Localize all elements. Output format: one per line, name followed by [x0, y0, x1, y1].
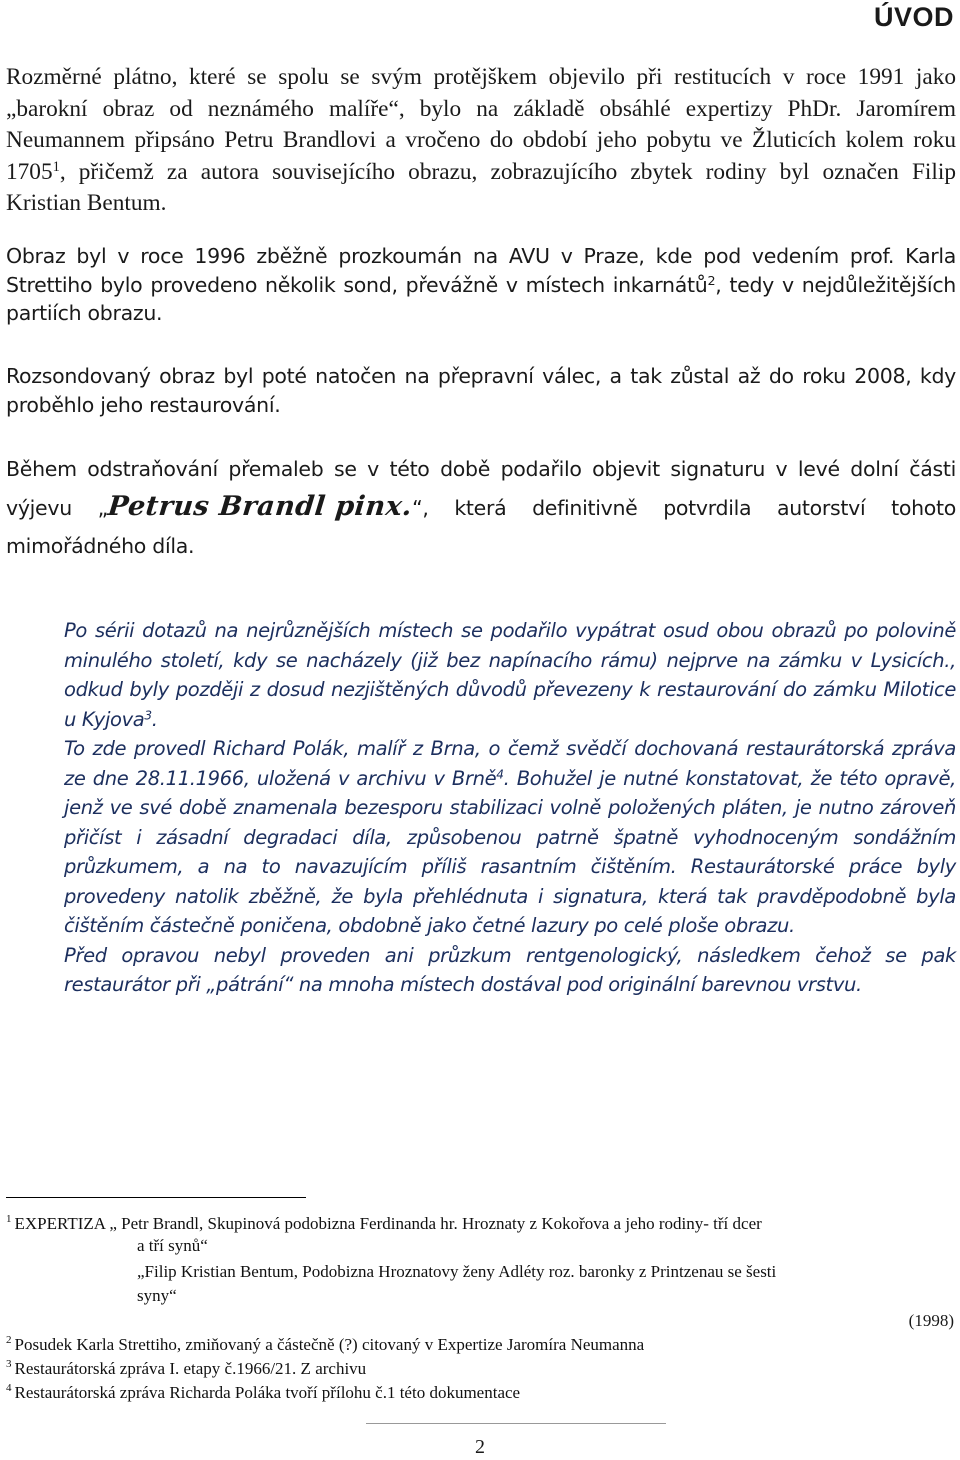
quote-text-1b: . [151, 707, 158, 731]
survey-text-a: Obraz byl v roce 1996 zběžně prozkoumán na AVU v Praze, kde pod vedením prof. Karla Strettiho bylo provedeno několik sond, převážně v místech inkarnátů [6, 244, 956, 297]
intro-paragraph [6, 62, 956, 220]
quote-text-2a: To zde provedl Richard Polák, malíř z Brna, o čemž svědčí dochovaná restaurátorská zpráva ze dne 28.11.1966, uložená v archivu v Brně [64, 737, 956, 790]
footnote-1 [6, 1213, 956, 1307]
footnote-1-line-4: syny“ [137, 1286, 177, 1305]
page-footer-rule [366, 1423, 666, 1424]
footnote-3-number: 3 [6, 1358, 12, 1370]
quote-paragraph-3: Před opravou nebyl proveden ani průzkum rentgenologický, následkem čehož se pak restaurátor při „pátrání“ na mnoha místech dostával pod originální barevnou vrstvu. [64, 943, 956, 996]
page-number: 2 [475, 1436, 485, 1458]
intro-text-a: Rozměrné plátno, které se spolu se svým protějškem objevilo při restitucích v roce 1991 jako „barokní obraz od neznámého malíře“, bylo na základě obsáhlé expertizy PhDr. Jaromírem Neumannem připsáno Petru Brandlovi a vročeno do období jeho pobytu ve Žluticích kolem roku 1705 [6, 64, 956, 185]
footnote-ref-2: 2 [707, 272, 716, 288]
footnote-1-number: 1 [6, 1213, 12, 1225]
quote-paragraph-1 [64, 616, 956, 734]
footnote-4-text: Restaurátorská zpráva Richarda Poláka tvoří přílohu č.1 této dokumentace [14, 1383, 521, 1402]
footnote-2-text: Posudek Karla Strettiho, zmiňovaný a částečně (?) citovaný v Expertize Jaromíra Neumanna [14, 1335, 645, 1354]
footnote-1-line-3: „Filip Kristian Bentum, Podobizna Hroznatovy ženy Adléty roz. baronky z Printzenau se šesti [137, 1262, 777, 1281]
intro-text-b: , přičemž za autora souvisejícího obrazu, zobrazujícího zbytek rodiny byl označen Filip Kristian Bentum. [6, 158, 956, 216]
footnote-4 [6, 1382, 956, 1404]
survey-text-b: , tedy v nejdůležitějších partiích obrazu. [6, 272, 956, 325]
section-heading: ÚVOD [873, 2, 954, 32]
footnote-1-line-1: EXPERTIZA „ Petr Brandl, Skupinová podobizna Ferdinanda hr. Hroznaty z Kokořova a jeho rodiny- tří dcer [14, 1214, 762, 1233]
footnote-2-number: 2 [6, 1334, 12, 1346]
footnote-separator [6, 1197, 306, 1198]
footnote-1-year: (1998) [908, 1311, 954, 1330]
footnote-ref-1: 1 [52, 158, 60, 175]
survey-paragraph [6, 242, 956, 328]
signature-paragraph [6, 450, 956, 565]
footnote-4-number: 4 [6, 1382, 12, 1394]
history-quote-block [64, 616, 956, 1000]
footnote-2 [6, 1334, 956, 1356]
quote-text-1a: Po sérii dotazů na nejrůznějších místech se podařilo vypátrat osud obou obrazů po polovině minulého století, kdy se nacházely (již bez napínacího rámu) nejprve na zámku v Lysicích., odkud byly později z dosud nezjištěných důvodů převezeny k restaurování do zámku Milotice u Kyjova [64, 619, 956, 731]
footnote-ref-4: 4 [496, 766, 504, 781]
signature-text-b: “, která definitivně potvrdila autorství tohoto mimořádného díla. [6, 496, 956, 558]
signature-text-a: Během odstraňování přemaleb se v této době podařilo objevit signaturu v levé dolní části výjevu „ [6, 457, 956, 520]
quote-paragraph-2 [64, 734, 956, 941]
quote-text-2b: . Bohužel je nutné konstatovat, že této opravě, jenž ve své době znamenala bezesporu stabilizaci volně položených pláten, je nutno zároveň přičíst i zásadní degradaci díla, způsobenou patrně špatně vyhodnoceným sondážním průzkumem, a na to navazujícím příliš rasantním čištěním. Restaurátorské práce byly provedeny natolik zběžně, že byla přehlédnuta i signatura, která tak pravděpodobně byla čištěním částečně poničena, obdobně jako četné lazury po celé ploše obrazu. [64, 766, 956, 937]
signature-inscription: Petrus Brandl pinx. [106, 491, 414, 522]
footnote-3 [6, 1358, 956, 1380]
footnote-1-line-2: a tří synů“ [137, 1236, 208, 1255]
footnote-ref-3: 3 [144, 707, 152, 722]
footnote-3-text: Restaurátorská zpráva I. etapy č.1966/21. Z archivu [14, 1359, 367, 1378]
storage-paragraph: Rozsondovaný obraz byl poté natočen na přepravní válec, a tak zůstal až do roku 2008, kdy proběhlo jeho restaurování. [6, 364, 956, 417]
